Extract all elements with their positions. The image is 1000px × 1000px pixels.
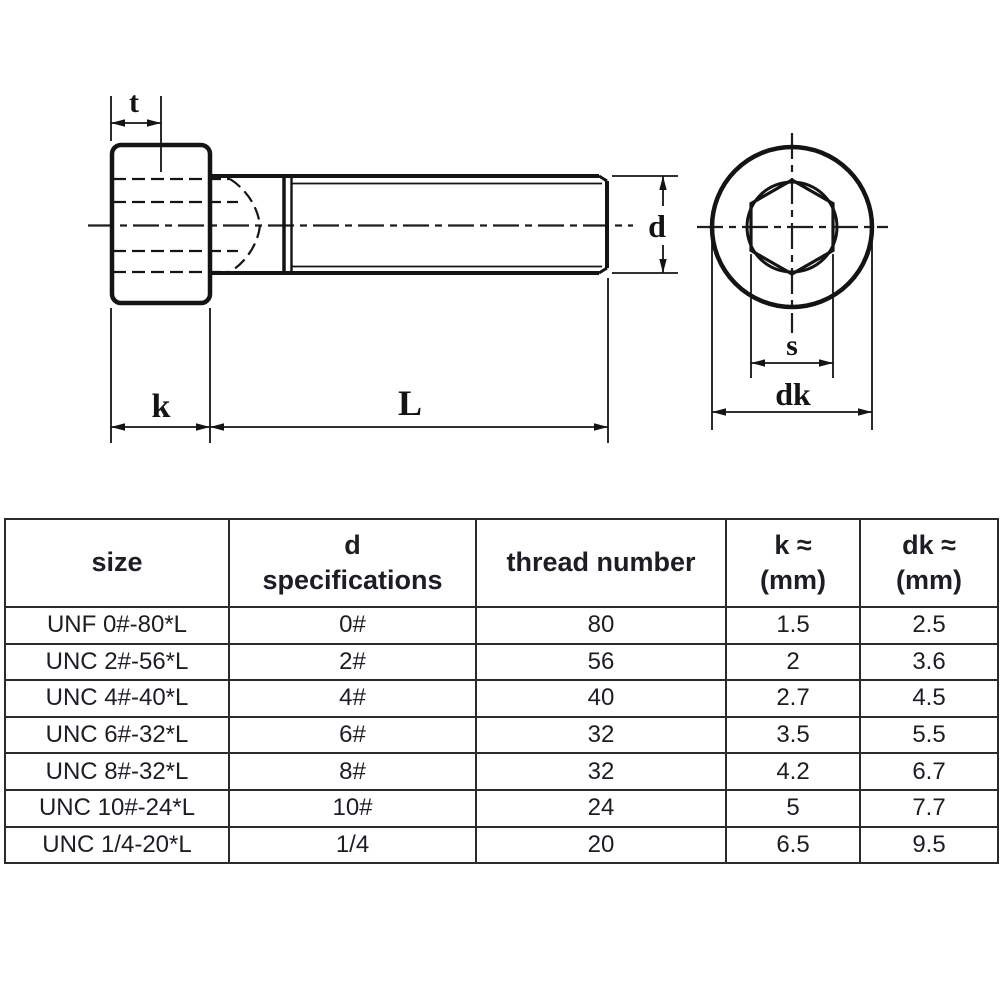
cell-d-spec: 2# bbox=[229, 644, 476, 681]
header-thread-number bbox=[476, 519, 726, 607]
cell-k-mm: 6.5 bbox=[726, 827, 860, 864]
end-view bbox=[697, 133, 888, 430]
spec-table bbox=[4, 518, 999, 864]
cell-dk-mm: 9.5 bbox=[860, 827, 998, 864]
header-d-line1: d bbox=[344, 529, 361, 560]
table-row bbox=[5, 717, 998, 754]
cell-k-mm: 3.5 bbox=[726, 717, 860, 754]
header-d-line2: specifications bbox=[262, 565, 443, 595]
cell-dk-mm: 3.6 bbox=[860, 644, 998, 681]
cell-thread-number: 20 bbox=[476, 827, 726, 864]
header-thread-number-label: thread number bbox=[506, 547, 696, 578]
cell-dk-mm: 5.5 bbox=[860, 717, 998, 754]
cell-k-mm: 1.5 bbox=[726, 607, 860, 644]
table-row bbox=[5, 680, 998, 717]
cell-thread-number: 24 bbox=[476, 790, 726, 827]
side-view bbox=[88, 86, 678, 443]
cell-dk-mm: 6.7 bbox=[860, 753, 998, 790]
cell-d-spec: 6# bbox=[229, 717, 476, 754]
cell-d-spec: 10# bbox=[229, 790, 476, 827]
dim-label-dk: dk bbox=[775, 376, 811, 412]
cell-size: UNC 2#-56*L bbox=[5, 644, 229, 681]
cell-size: UNF 0#-80*L bbox=[5, 607, 229, 644]
cell-k-mm: 5 bbox=[726, 790, 860, 827]
shank-end-chamfer-top bbox=[599, 176, 607, 181]
dim-label-k: k bbox=[151, 388, 171, 425]
dim-label-L: L bbox=[397, 383, 423, 423]
cell-dk-mm: 2.5 bbox=[860, 607, 998, 644]
cell-size: UNC 10#-24*L bbox=[5, 790, 229, 827]
table-row bbox=[5, 644, 998, 681]
cell-k-mm: 2.7 bbox=[726, 680, 860, 717]
cell-size: UNC 4#-40*L bbox=[5, 680, 229, 717]
cell-d-spec: 0# bbox=[229, 607, 476, 644]
cell-size: UNC 1/4-20*L bbox=[5, 827, 229, 864]
header-k-line1: k ≈ bbox=[774, 529, 812, 560]
table-row bbox=[5, 607, 998, 644]
cell-size: UNC 8#-32*L bbox=[5, 753, 229, 790]
table-row bbox=[5, 790, 998, 827]
header-size-label: size bbox=[91, 547, 143, 578]
cell-d-spec: 8# bbox=[229, 753, 476, 790]
dim-label-d: d bbox=[648, 208, 666, 244]
dim-label-t: t bbox=[129, 86, 139, 119]
table-row bbox=[5, 753, 998, 790]
cell-size: UNC 6#-32*L bbox=[5, 717, 229, 754]
shank-end-chamfer-bottom bbox=[599, 268, 607, 273]
cell-thread-number: 56 bbox=[476, 644, 726, 681]
header-size bbox=[5, 519, 229, 607]
cell-k-mm: 2 bbox=[726, 644, 860, 681]
cell-thread-number: 80 bbox=[476, 607, 726, 644]
cell-d-spec: 4# bbox=[229, 680, 476, 717]
header-k-line2: (mm) bbox=[760, 565, 826, 595]
cell-d-spec: 1/4 bbox=[229, 827, 476, 864]
header-dk-line1: dk ≈ bbox=[902, 529, 956, 560]
cell-dk-mm: 4.5 bbox=[860, 680, 998, 717]
header-k-mm bbox=[726, 519, 860, 607]
header-dk-line2: (mm) bbox=[896, 565, 962, 595]
table-header-row bbox=[5, 519, 998, 607]
cell-thread-number: 32 bbox=[476, 717, 726, 754]
table-row bbox=[5, 827, 998, 864]
header-dk-mm bbox=[860, 519, 998, 607]
technical-drawing bbox=[0, 0, 1000, 480]
header-d-specifications bbox=[229, 519, 476, 607]
cell-dk-mm: 7.7 bbox=[860, 790, 998, 827]
cell-thread-number: 40 bbox=[476, 680, 726, 717]
dim-label-s: s bbox=[786, 329, 798, 362]
cell-thread-number: 32 bbox=[476, 753, 726, 790]
cell-k-mm: 4.2 bbox=[726, 753, 860, 790]
spec-table-body bbox=[5, 607, 998, 863]
